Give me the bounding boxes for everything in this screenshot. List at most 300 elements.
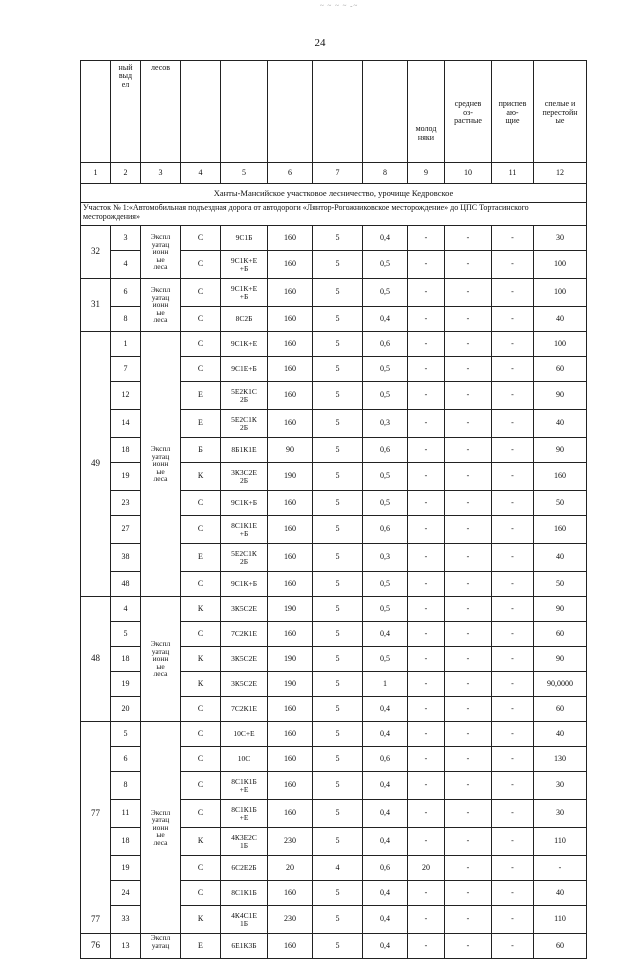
cell-c4: К — [181, 906, 221, 934]
cell-c10: - — [445, 697, 492, 722]
vydel-number: 3 — [111, 226, 141, 251]
cell-c4: С — [181, 722, 221, 747]
cell-c12: 60 — [534, 357, 587, 382]
cell-c10: - — [445, 597, 492, 622]
cell-c10: - — [445, 772, 492, 800]
cell-c4: С — [181, 491, 221, 516]
cell-c6: 90 — [268, 438, 313, 463]
cell-c4: К — [181, 597, 221, 622]
cell-c8: 0,5 — [363, 463, 408, 491]
cell-c8: 0,4 — [363, 934, 408, 959]
cell-c10: - — [445, 722, 492, 747]
cell-c11: - — [492, 332, 534, 357]
cell-c7: 5 — [313, 572, 363, 597]
cell-c6: 160 — [268, 516, 313, 544]
forest-table — [80, 60, 587, 959]
column-number: 3 — [141, 163, 181, 184]
cell-c11: - — [492, 828, 534, 856]
header-row — [81, 61, 587, 163]
cell-c8: 0,4 — [363, 881, 408, 906]
cell-c6: 160 — [268, 251, 313, 279]
cell-c6: 230 — [268, 828, 313, 856]
cell-c7: 5 — [313, 332, 363, 357]
cell-c8: 0,4 — [363, 906, 408, 934]
header-c3: лесов — [141, 61, 181, 163]
cell-c11: - — [492, 382, 534, 410]
cell-c8: 0,4 — [363, 697, 408, 722]
vydel-number: 1 — [111, 332, 141, 357]
cell-c6: 160 — [268, 747, 313, 772]
table-row — [81, 722, 587, 747]
vydel-number: 19 — [111, 463, 141, 491]
cell-c9: - — [408, 747, 445, 772]
cell-c9: - — [408, 772, 445, 800]
vydel-number: 19 — [111, 672, 141, 697]
cell-c7: 5 — [313, 516, 363, 544]
section-row — [81, 203, 587, 226]
cell-c6: 160 — [268, 491, 313, 516]
cell-c4: С — [181, 572, 221, 597]
cell-c5: 4К3Е2С 1Б — [221, 828, 268, 856]
cell-c12: 40 — [534, 410, 587, 438]
cell-c11: - — [492, 307, 534, 332]
header-c11: приспев аю- щие — [492, 61, 534, 163]
cell-c5: 8С1К1Б +Е — [221, 772, 268, 800]
cell-c9: - — [408, 382, 445, 410]
cell-c8: 0,6 — [363, 438, 408, 463]
cell-c5: 7С2К1Е — [221, 622, 268, 647]
cell-c10: - — [445, 463, 492, 491]
cell-c11: - — [492, 800, 534, 828]
cell-c5: 7С2К1Е — [221, 697, 268, 722]
cell-c4: Е — [181, 382, 221, 410]
cell-c7: 5 — [313, 544, 363, 572]
cell-c9: - — [408, 572, 445, 597]
cell-c6: 160 — [268, 697, 313, 722]
cell-c9: - — [408, 722, 445, 747]
cell-c9: - — [408, 647, 445, 672]
scan-mark: ~ ~ ~ ~ -~ — [320, 2, 359, 10]
cell-c8: 0,5 — [363, 357, 408, 382]
cell-c4: Б — [181, 438, 221, 463]
cell-c8: 1 — [363, 672, 408, 697]
cell-c4: К — [181, 463, 221, 491]
cell-c8: 0,4 — [363, 800, 408, 828]
vydel-number: 8 — [111, 772, 141, 800]
vydel-number: 4 — [111, 251, 141, 279]
cell-c8: 0,4 — [363, 828, 408, 856]
cell-c5: 8С1К1Е +Б — [221, 516, 268, 544]
cell-c9: - — [408, 307, 445, 332]
cell-c10: - — [445, 906, 492, 934]
cell-c12: 60 — [534, 934, 587, 959]
cell-c5: 6Е1К3Б — [221, 934, 268, 959]
cell-c6: 230 — [268, 906, 313, 934]
cell-c7: 4 — [313, 856, 363, 881]
vydel-number: 5 — [111, 622, 141, 647]
cell-c8: 0,5 — [363, 491, 408, 516]
cell-c12: 130 — [534, 747, 587, 772]
cell-c9: - — [408, 697, 445, 722]
cell-c6: 160 — [268, 544, 313, 572]
cell-c9: - — [408, 279, 445, 307]
cell-c9: - — [408, 332, 445, 357]
cell-c6: 160 — [268, 800, 313, 828]
cell-c11: - — [492, 881, 534, 906]
vydel-number: 18 — [111, 828, 141, 856]
column-number: 1 — [81, 163, 111, 184]
cell-c10: - — [445, 881, 492, 906]
section-title: Участок № 1:«Автомобильная подъездная дорога от автодороги «Лянтор-Рогожниковское месторождение» до ЦПС Тортасинского месторождения» — [81, 203, 587, 226]
cell-c5: 5Е2С1К 2Б — [221, 410, 268, 438]
cell-c11: - — [492, 747, 534, 772]
cell-c9: - — [408, 881, 445, 906]
cell-c8: 0,5 — [363, 572, 408, 597]
cell-c11: - — [492, 906, 534, 934]
kvartal-number: 77 — [81, 722, 111, 906]
cell-c6: 160 — [268, 332, 313, 357]
cell-c6: 190 — [268, 647, 313, 672]
cell-c9: - — [408, 544, 445, 572]
kvartal-number: 31 — [81, 279, 111, 332]
cell-c10: - — [445, 438, 492, 463]
cell-c4: С — [181, 516, 221, 544]
cell-c12: 50 — [534, 491, 587, 516]
cell-c10: - — [445, 516, 492, 544]
cell-c5: 3К5С2Е — [221, 647, 268, 672]
cell-c5: 9С1Е+Б — [221, 357, 268, 382]
vydel-number: 18 — [111, 438, 141, 463]
cell-c12: 60 — [534, 622, 587, 647]
cell-c10: - — [445, 307, 492, 332]
vydel-number: 18 — [111, 647, 141, 672]
cell-c12: 160 — [534, 463, 587, 491]
cell-c6: 160 — [268, 410, 313, 438]
cell-c6: 160 — [268, 279, 313, 307]
cell-c4: Е — [181, 934, 221, 959]
header-c6 — [268, 61, 313, 163]
vydel-number: 5 — [111, 722, 141, 747]
cell-c8: 0,4 — [363, 226, 408, 251]
vydel-number: 4 — [111, 597, 141, 622]
cell-c9: - — [408, 934, 445, 959]
cell-c10: - — [445, 544, 492, 572]
cell-c4: С — [181, 279, 221, 307]
cell-c4: С — [181, 800, 221, 828]
cell-c9: - — [408, 800, 445, 828]
cell-c6: 160 — [268, 572, 313, 597]
kvartal-number: 76 — [81, 934, 111, 959]
cell-c10: - — [445, 410, 492, 438]
cell-c10: - — [445, 382, 492, 410]
cell-c4: С — [181, 622, 221, 647]
forest-category: Экспл уатац ионн ые леса — [141, 226, 181, 279]
cell-c12: - — [534, 856, 587, 881]
cell-c11: - — [492, 597, 534, 622]
header-c7 — [313, 61, 363, 163]
cell-c11: - — [492, 438, 534, 463]
cell-c12: 160 — [534, 516, 587, 544]
cell-c10: - — [445, 647, 492, 672]
cell-c8: 0,5 — [363, 251, 408, 279]
cell-c7: 5 — [313, 934, 363, 959]
cell-c9: - — [408, 226, 445, 251]
header-c12: спелые и перестойн ые — [534, 61, 587, 163]
cell-c6: 20 — [268, 856, 313, 881]
cell-c6: 190 — [268, 672, 313, 697]
cell-c12: 110 — [534, 828, 587, 856]
cell-c8: 0,4 — [363, 307, 408, 332]
cell-c5: 4К4С1Е 1Б — [221, 906, 268, 934]
table-row — [81, 332, 587, 357]
cell-c10: - — [445, 828, 492, 856]
header-c1 — [81, 61, 111, 163]
cell-c12: 90 — [534, 597, 587, 622]
cell-c5: 6С2Е2Б — [221, 856, 268, 881]
cell-c7: 5 — [313, 828, 363, 856]
cell-c6: 160 — [268, 722, 313, 747]
column-number: 7 — [313, 163, 363, 184]
vydel-number: 12 — [111, 382, 141, 410]
vydel-number: 8 — [111, 307, 141, 332]
vydel-number: 6 — [111, 279, 141, 307]
cell-c7: 5 — [313, 881, 363, 906]
cell-c11: - — [492, 279, 534, 307]
cell-c8: 0,6 — [363, 747, 408, 772]
cell-c6: 160 — [268, 881, 313, 906]
cell-c9: - — [408, 438, 445, 463]
cell-c5: 8С2Б — [221, 307, 268, 332]
cell-c5: 3К5С2Е — [221, 672, 268, 697]
cell-c8: 0,6 — [363, 516, 408, 544]
header-c2: ный выд ел — [111, 61, 141, 163]
cell-c8: 0,6 — [363, 856, 408, 881]
cell-c9: - — [408, 828, 445, 856]
cell-c8: 0,4 — [363, 622, 408, 647]
cell-c5: 10С — [221, 747, 268, 772]
cell-c4: С — [181, 226, 221, 251]
cell-c6: 190 — [268, 597, 313, 622]
cell-c5: 9С1Б — [221, 226, 268, 251]
column-number: 6 — [268, 163, 313, 184]
cell-c12: 50 — [534, 572, 587, 597]
cell-c12: 30 — [534, 800, 587, 828]
cell-c7: 5 — [313, 772, 363, 800]
header-c10: среднев оз- растные — [445, 61, 492, 163]
cell-c11: - — [492, 357, 534, 382]
cell-c11: - — [492, 491, 534, 516]
cell-c7: 5 — [313, 226, 363, 251]
cell-c11: - — [492, 934, 534, 959]
column-number: 9 — [408, 163, 445, 184]
cell-c5: 5Е2К1С 2Б — [221, 382, 268, 410]
cell-c12: 90,0000 — [534, 672, 587, 697]
cell-c8: 0,5 — [363, 597, 408, 622]
cell-c9: - — [408, 516, 445, 544]
cell-c11: - — [492, 410, 534, 438]
cell-c11: - — [492, 516, 534, 544]
vydel-number: 11 — [111, 800, 141, 828]
column-number: 5 — [221, 163, 268, 184]
cell-c11: - — [492, 622, 534, 647]
cell-c11: - — [492, 544, 534, 572]
region-title: Ханты-Мансийское участковое лесничество, урочище Кедровское — [81, 184, 587, 203]
cell-c7: 5 — [313, 438, 363, 463]
cell-c7: 5 — [313, 597, 363, 622]
cell-c4: К — [181, 647, 221, 672]
cell-c7: 5 — [313, 251, 363, 279]
cell-c5: 9С1К+Б — [221, 572, 268, 597]
cell-c7: 5 — [313, 747, 363, 772]
forest-category: Экспл уатац ионн ые леса — [141, 597, 181, 722]
cell-c5: 9С1К+Е +Б — [221, 279, 268, 307]
cell-c4: С — [181, 772, 221, 800]
cell-c10: - — [445, 747, 492, 772]
cell-c4: Е — [181, 544, 221, 572]
cell-c10: - — [445, 332, 492, 357]
cell-c12: 40 — [534, 307, 587, 332]
cell-c7: 5 — [313, 382, 363, 410]
vydel-number: 14 — [111, 410, 141, 438]
vydel-number: 48 — [111, 572, 141, 597]
header-c4 — [181, 61, 221, 163]
cell-c9: - — [408, 410, 445, 438]
table-row — [81, 934, 587, 959]
vydel-number: 13 — [111, 934, 141, 959]
header-c8 — [363, 61, 408, 163]
cell-c6: 160 — [268, 382, 313, 410]
cell-c4: С — [181, 251, 221, 279]
cell-c6: 160 — [268, 357, 313, 382]
column-number: 12 — [534, 163, 587, 184]
cell-c8: 0,4 — [363, 772, 408, 800]
cell-c8: 0,4 — [363, 722, 408, 747]
cell-c10: - — [445, 279, 492, 307]
vydel-number: 27 — [111, 516, 141, 544]
cell-c10: - — [445, 856, 492, 881]
cell-c10: - — [445, 672, 492, 697]
column-number: 10 — [445, 163, 492, 184]
cell-c6: 160 — [268, 772, 313, 800]
cell-c11: - — [492, 463, 534, 491]
cell-c4: С — [181, 697, 221, 722]
cell-c6: 160 — [268, 934, 313, 959]
column-numbers-row — [81, 163, 587, 184]
cell-c6: 160 — [268, 226, 313, 251]
cell-c12: 40 — [534, 722, 587, 747]
cell-c12: 110 — [534, 906, 587, 934]
cell-c11: - — [492, 572, 534, 597]
cell-c7: 5 — [313, 672, 363, 697]
cell-c4: С — [181, 881, 221, 906]
cell-c5: 9С1К+Е +Б — [221, 251, 268, 279]
kvartal-number: 48 — [81, 597, 111, 722]
column-number: 2 — [111, 163, 141, 184]
kvartal-number: 32 — [81, 226, 111, 279]
vydel-number: 24 — [111, 881, 141, 906]
cell-c7: 5 — [313, 357, 363, 382]
cell-c5: 5Е2С1К 2Б — [221, 544, 268, 572]
cell-c5: 9С1К+Е — [221, 332, 268, 357]
cell-c8: 0,5 — [363, 382, 408, 410]
cell-c7: 5 — [313, 279, 363, 307]
cell-c5: 10С+Е — [221, 722, 268, 747]
cell-c10: - — [445, 800, 492, 828]
cell-c7: 5 — [313, 307, 363, 332]
cell-c7: 5 — [313, 697, 363, 722]
cell-c10: - — [445, 357, 492, 382]
cell-c7: 5 — [313, 463, 363, 491]
forest-category: Экспл уатац ионн ые леса — [141, 722, 181, 934]
cell-c5: 8Б1К1Е — [221, 438, 268, 463]
cell-c12: 100 — [534, 332, 587, 357]
cell-c8: 0,6 — [363, 332, 408, 357]
cell-c7: 5 — [313, 722, 363, 747]
cell-c12: 60 — [534, 697, 587, 722]
forest-category: Экспл уатац ионн ые леса — [141, 279, 181, 332]
header-c5 — [221, 61, 268, 163]
vydel-number: 20 — [111, 697, 141, 722]
cell-c9: - — [408, 491, 445, 516]
cell-c12: 40 — [534, 881, 587, 906]
cell-c11: - — [492, 697, 534, 722]
kvartal-number: 49 — [81, 332, 111, 597]
header-c9: молод няки — [408, 61, 445, 163]
cell-c5: 3К5С2Е — [221, 597, 268, 622]
cell-c11: - — [492, 226, 534, 251]
region-row — [81, 184, 587, 203]
cell-c7: 5 — [313, 906, 363, 934]
cell-c7: 5 — [313, 647, 363, 672]
cell-c9: - — [408, 251, 445, 279]
cell-c12: 90 — [534, 438, 587, 463]
cell-c6: 190 — [268, 463, 313, 491]
cell-c11: - — [492, 722, 534, 747]
cell-c8: 0,5 — [363, 647, 408, 672]
cell-c10: - — [445, 572, 492, 597]
column-number: 8 — [363, 163, 408, 184]
cell-c5: 9С1К+Б — [221, 491, 268, 516]
cell-c5: 8С1К1Б +Е — [221, 800, 268, 828]
cell-c12: 90 — [534, 382, 587, 410]
vydel-number: 7 — [111, 357, 141, 382]
cell-c9: - — [408, 597, 445, 622]
vydel-number: 33 — [111, 906, 141, 934]
vydel-number: 23 — [111, 491, 141, 516]
vydel-number: 19 — [111, 856, 141, 881]
cell-c11: - — [492, 672, 534, 697]
cell-c8: 0,3 — [363, 544, 408, 572]
column-number: 4 — [181, 163, 221, 184]
cell-c12: 100 — [534, 279, 587, 307]
cell-c11: - — [492, 772, 534, 800]
vydel-number: 6 — [111, 747, 141, 772]
cell-c11: - — [492, 856, 534, 881]
cell-c10: - — [445, 491, 492, 516]
cell-c10: - — [445, 622, 492, 647]
cell-c7: 5 — [313, 622, 363, 647]
table-row — [81, 226, 587, 251]
cell-c4: Е — [181, 410, 221, 438]
table-row — [81, 597, 587, 622]
forest-category: Экспл уатац — [141, 934, 181, 959]
cell-c12: 100 — [534, 251, 587, 279]
cell-c4: С — [181, 332, 221, 357]
cell-c4: К — [181, 828, 221, 856]
cell-c11: - — [492, 647, 534, 672]
cell-c10: - — [445, 251, 492, 279]
cell-c9: - — [408, 463, 445, 491]
